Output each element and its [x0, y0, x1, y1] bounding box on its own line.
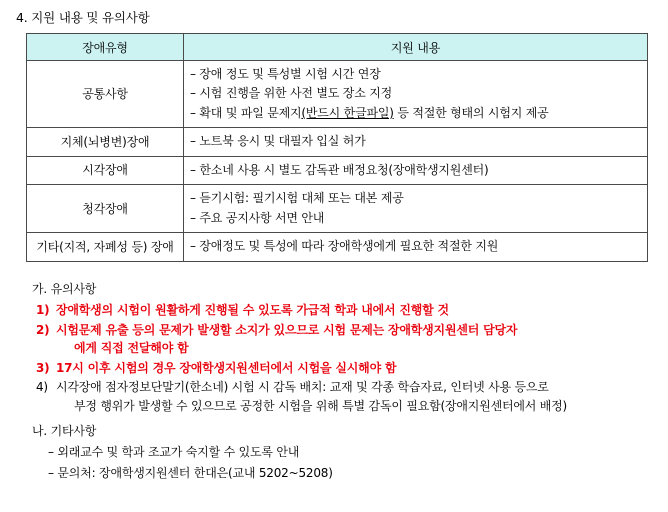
content-line: – 확대 및 파일 문제지(반드시 한글파일) 등 적절한 형태의 시험지 제공: [190, 105, 549, 120]
notes-section: [32, 280, 658, 483]
list-item-number: 3): [36, 360, 50, 375]
content-line: – 듣기시험: 필기시험 대체 또는 대본 제공: [190, 191, 404, 206]
table-header: [27, 34, 648, 61]
list-item: [32, 359, 658, 378]
table-header-row: [27, 34, 648, 61]
content-line: – 주요 공지사항 서면 안내: [190, 210, 325, 225]
list-item-number: 1): [36, 303, 50, 318]
notes-heading-etc: 나. 기타사항: [32, 423, 97, 438]
content-line: – 한소네 사용 시 별도 감독관 배정요청(장애학생지원센터): [190, 162, 489, 177]
cell-disability-type: 지체(뇌병변)장애: [27, 128, 184, 156]
list-item-text: 시각장애 점자정보단말기(한소네) 시험 시 감독 배치: 교재 및 각종 학습자료, 인터넷 사용 등으로: [56, 380, 549, 395]
column-header-support-content: 지원 내용: [184, 34, 648, 61]
cell-support-content: [184, 61, 648, 128]
list-item-number: 4): [36, 380, 48, 395]
content-line: – 시험 진행을 위한 사전 별도 장소 지정: [190, 86, 392, 101]
list-item-text: 17시 이후 시험의 경우 장애학생지원센터에서 시험을 실시해야 함: [56, 360, 397, 375]
table-row: [27, 185, 648, 233]
list-item: [32, 464, 658, 483]
list-item: [32, 443, 658, 462]
table-body: [27, 61, 648, 262]
cell-support-content: [184, 128, 648, 156]
content-line: – 장애 정도 및 특성별 시험 시간 연장: [190, 67, 381, 81]
list-item-number: 2): [36, 322, 50, 337]
etc-text: – 문의처: 장애학생지원센터 한대은(교내 5202~5208): [48, 465, 333, 480]
list-item-text: 시험문제 유출 등의 문제가 발생할 소지가 있으므로 시험 문제는 장애학생지원센터 담당자: [56, 322, 518, 337]
list-item: [32, 378, 658, 415]
notes-heading-precautions: 가. 유의사항: [32, 281, 97, 296]
list-item: [32, 301, 658, 320]
list-item-text-continued: 에게 직접 전달해야 함: [74, 341, 189, 356]
list-item: [32, 321, 658, 358]
table-row: [27, 128, 648, 156]
table-row: [27, 233, 648, 261]
cell-support-content: [184, 233, 648, 261]
column-header-disability-type: 장애유형: [27, 34, 184, 61]
cell-disability-type: 청각장애: [27, 185, 184, 233]
table-row: [27, 156, 648, 184]
cell-support-content: [184, 185, 648, 233]
cell-disability-type: 공통사항: [27, 61, 184, 128]
support-table: [26, 33, 648, 262]
cell-support-content: [184, 156, 648, 184]
etc-text: – 외래교수 및 학과 조교가 숙지할 수 있도록 안내: [48, 445, 300, 460]
list-item-text-continued: 부정 행위가 발생할 수 있으므로 공정한 시험을 위해 특별 감독이 필요함(장애지원센터에서 배정): [74, 399, 568, 414]
content-line: – 노트북 응시 및 대필자 입실 허가: [190, 134, 366, 149]
precautions-list: [32, 301, 658, 416]
cell-disability-type: 기타(지적, 자폐성 등) 장애: [27, 233, 184, 261]
list-item-text: 장애학생의 시험이 원활하게 진행될 수 있도록 가급적 학과 내에서 진행할 것: [56, 303, 449, 318]
section-title: 4. 지원 내용 및 유의사항: [16, 10, 150, 25]
etc-list: [32, 443, 658, 482]
content-line: – 장애정도 및 특성에 따라 장애학생에게 필요한 적절한 지원: [190, 239, 499, 254]
cell-disability-type: 시각장애: [27, 156, 184, 184]
table-row: [27, 61, 648, 128]
